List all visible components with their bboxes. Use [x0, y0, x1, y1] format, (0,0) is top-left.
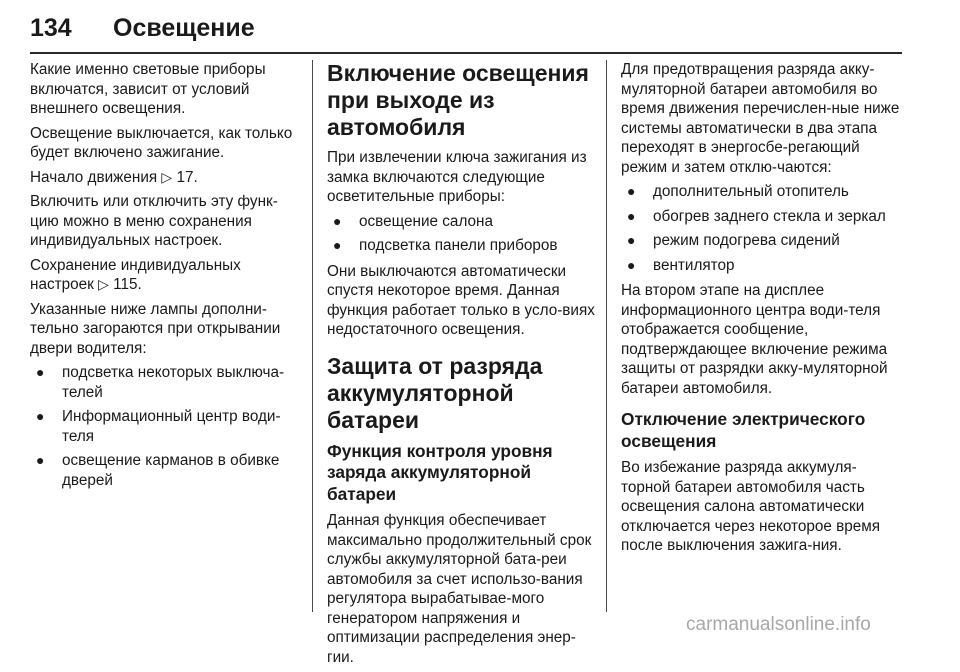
bullet-dot-icon: ● [627, 256, 636, 273]
bullet-dot-icon: ● [36, 408, 45, 424]
list-item [30, 451, 298, 490]
list-item [327, 236, 595, 256]
paragraph-text: Начало движения [30, 168, 162, 186]
page-reference-number[interactable]: 17. [176, 168, 198, 186]
column-divider-2 [606, 60, 607, 612]
paragraph: Включить или отключить эту функ-цию можно в меню сохранения индивидуальных настроек. [30, 193, 278, 249]
list-item-text: Информационный центр води-теля [62, 408, 281, 445]
page-title: Освещение [113, 14, 255, 42]
page-reference-arrow-icon: ▷ [98, 276, 109, 292]
subsection-heading: Отключение электрического освещения [621, 409, 866, 451]
section-heading: Защита от разряда аккумуляторной батареи [327, 352, 543, 433]
list-item [621, 207, 902, 227]
watermark: carmanualsonline.info [686, 614, 871, 635]
page-number: 134 [30, 14, 72, 42]
bullet-dot-icon: ● [333, 212, 342, 229]
bullet-dot-icon: ● [36, 452, 45, 468]
list-item-text: дополнительный отопитель [653, 183, 849, 200]
paragraph: Указанные ниже лампы дополни-тельно загораются при открывании двери водителя: [30, 300, 281, 357]
subsection-heading: Функция контроля уровня заряда аккумуляторной батареи [327, 440, 553, 504]
list-item [621, 231, 902, 251]
bullet-dot-icon: ● [36, 364, 45, 380]
list-item [30, 407, 298, 446]
list-item [30, 363, 298, 402]
bullet-list [327, 212, 595, 256]
paragraph: Данная функция обеспечивает максимально продолжительный срок службы аккумуляторной бата-реи автомобиля за счет использо-вания регулятора вырабатывае-мого генератором напряжения и оптимизации распределения энер-гии. [327, 512, 592, 666]
paragraph-text: Сохранение индивидуальных настроек [30, 256, 241, 293]
paragraph: Освещение выключается, как только будет включено зажигание. [30, 124, 293, 161]
column-3 [621, 60, 902, 561]
paragraph: На втором этапе на дисплее информационного центра води-теля отображается сообщение, подтверждающее включение режима защиты от разрядки акку-муляторной батареи автомобиля. [621, 282, 888, 397]
page-header [0, 0, 960, 62]
list-item-text: подсветка некоторых выключа-телей [62, 364, 285, 401]
paragraph: Какие именно световые приборы включатся, зависит от условий внешнего освещения. [30, 61, 266, 117]
bullet-list [621, 182, 902, 275]
paragraph: При извлечении ключа зажигания из замка включаются следующие осветительные приборы: [327, 149, 587, 205]
bullet-dot-icon: ● [627, 232, 636, 248]
paragraph: Для предотвращения разряда акку-муляторной батареи автомобиля во время движения перечислен-ные ниже системы автоматически в два этапа переходят в энергосбе-регающий режим и затем отклю-чаются: [621, 61, 900, 176]
list-item [621, 182, 902, 202]
list-item [327, 212, 595, 232]
paragraph: Во избежание разряда аккумуля-торной батареи автомобиля часть освещения салона автоматически отключается через некоторое время после выключения зажига-ния. [621, 459, 881, 554]
paragraph [30, 256, 298, 295]
list-item-text: обогрев заднего стекла и зеркал [653, 207, 886, 225]
column-1 [30, 60, 298, 496]
paragraph [30, 168, 298, 188]
bullet-dot-icon: ● [627, 207, 636, 224]
list-item-text: освещение салона [359, 212, 494, 230]
list-item-text: освещение карманов в обивке дверей [62, 452, 280, 489]
section-heading: Включение освещения при выходе из автомобиля [327, 60, 589, 140]
page-reference-number[interactable]: 115. [113, 276, 142, 293]
header-rule [30, 52, 902, 54]
list-item-text: вентилятор [653, 256, 735, 274]
list-item-text: подсветка панели приборов [359, 237, 558, 254]
bullet-list [30, 363, 298, 490]
bullet-dot-icon: ● [333, 237, 342, 253]
column-2 [327, 60, 595, 672]
paragraph: Они выключаются автоматически спустя некоторое время. Данная функция работает только в усло-виях недостаточного освещения. [327, 262, 595, 338]
list-item-text: режим подогрева сидений [653, 232, 840, 249]
column-divider-1 [312, 60, 313, 612]
list-item [621, 256, 902, 276]
page-reference-arrow-icon: ▷ [161, 168, 173, 185]
bullet-dot-icon: ● [627, 183, 636, 199]
